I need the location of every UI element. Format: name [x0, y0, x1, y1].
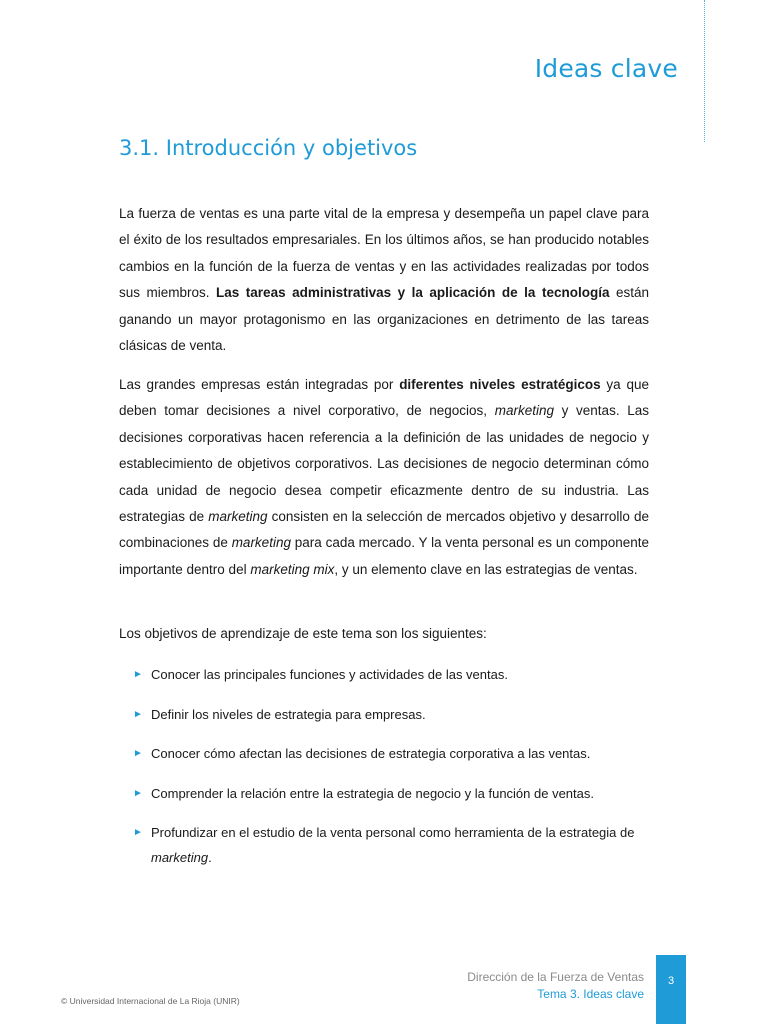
bullet-arrow-icon: ► — [133, 748, 143, 760]
list-item — [133, 741, 653, 766]
list-item — [133, 781, 653, 806]
text-run: La fuerza de ventas es una parte vital de la empresa y desempeña un papel clave para el éxito de los resultados empresariales. En los últimos años, se han producido notables cambios en la función de la fuerza de ventas y en las actividades realizadas por todos sus miembros. — [119, 206, 649, 301]
paragraph-strategy — [119, 372, 649, 583]
text-run: ya que deben tomar decisiones a nivel corporativo, de negocios, — [119, 377, 649, 419]
list-item-text: Conocer cómo afectan las decisiones de estrategia corporativa a las ventas. — [151, 746, 591, 762]
list-item — [133, 662, 653, 687]
text-run: Las grandes empresas están integradas por — [119, 377, 400, 392]
list-item-text: Conocer las principales funciones y actividades de las ventas. — [151, 667, 508, 682]
footer-course-title: Dirección de la Fuerza de Ventas — [467, 970, 644, 984]
text-run: , y un elemento clave en las estrategias de ventas. — [334, 561, 638, 577]
list-item — [133, 820, 653, 870]
italic-run: marketing — [208, 509, 268, 525]
bullet-arrow-icon: ► — [133, 787, 143, 799]
bullet-arrow-icon: ► — [133, 827, 143, 839]
paragraph-objectives-intro: Los objetivos de aprendizaje de este tema son los siguientes: — [119, 626, 487, 641]
objectives-list — [133, 662, 653, 885]
header-dotted-rule — [704, 0, 705, 142]
text-run: están ganando un mayor protagonismo en las organizaciones en detrimento de las tareas clásicas de venta. — [119, 285, 649, 354]
list-item — [133, 702, 653, 727]
bold-run: diferentes niveles estratégicos — [399, 377, 601, 392]
bullet-arrow-icon: ► — [133, 708, 143, 720]
text-run: consisten en la selección de mercados objetivo y desarrollo de combinaciones de — [119, 509, 649, 551]
list-item-text: Definir los niveles de estrategia para empresas. — [151, 706, 426, 722]
bullet-arrow-icon: ► — [133, 669, 143, 680]
copyright-notice: © Universidad Internacional de La Rioja (UNIR) — [61, 996, 240, 1006]
list-item-text: Comprender la relación entre la estrategia de negocio y la función de ventas. — [151, 785, 594, 801]
section-header: Ideas clave — [534, 54, 678, 83]
page-title: 3.1. Introducción y objetivos — [119, 136, 418, 160]
page-number: 3 — [667, 975, 675, 987]
italic-run: marketing mix — [250, 561, 335, 577]
text-run: para cada mercado. Y la venta personal es un componente importante dentro del — [119, 535, 649, 577]
page-number-tab — [656, 955, 686, 1024]
italic-run: marketing — [494, 403, 554, 419]
paragraph-intro — [119, 201, 649, 359]
text-run: y ventas. Las decisiones corporativas hacen referencia a la definición de las unidades de negocio y establecimiento de objetivos corporativos. Las decisiones de negocio determinan cómo cada unidad de negocio desea competir eficazmente dentro de su industria. Las estrategias de — [119, 403, 649, 525]
italic-run: marketing — [151, 850, 209, 866]
bold-run: Las tareas administrativas y la aplicación de la tecnología — [216, 285, 610, 301]
footer-tema-label: Tema 3. Ideas clave — [537, 987, 644, 1001]
italic-run: marketing — [231, 535, 291, 551]
list-item-text: Profundizar en el estudio de la venta personal como herramienta de la estrategia de — [151, 825, 635, 841]
text-run: . — [208, 850, 212, 866]
